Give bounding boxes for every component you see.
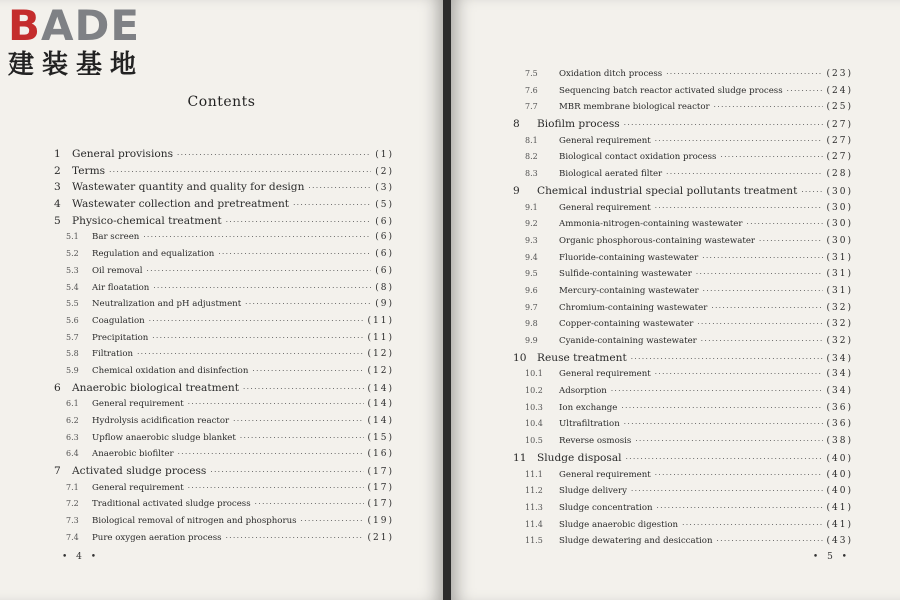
toc-entry-title: Pure oxygen aeration process: [92, 532, 222, 543]
toc-entry-title: Cyanide-containing wastewater: [559, 336, 697, 346]
toc-list-left: [54, 146, 394, 547]
page-title: Contents: [187, 94, 256, 110]
toc-section-entry: [513, 467, 853, 484]
toc-entry-number: 2: [54, 164, 61, 177]
toc-entry-number: 8.2: [525, 152, 538, 162]
toc-entry-title: Neutralization and pH adjustment: [92, 299, 242, 310]
toc-section-entry: [513, 166, 853, 183]
toc-entry-title: Chemical oxidation and disinfection: [92, 365, 249, 376]
toc-leader-dots: [714, 99, 823, 116]
toc-entry-number: 11.3: [525, 502, 543, 512]
toc-section-entry: [54, 396, 394, 413]
toc-leader-dots: [657, 500, 823, 517]
toc-section-entry: [513, 266, 853, 283]
toc-entry-number: 7.6: [525, 85, 538, 95]
toc-section-entry: [513, 517, 853, 534]
toc-chapter-entry: [513, 350, 853, 367]
toc-entry-number: 11.1: [525, 469, 543, 479]
toc-chapter-entry: [54, 213, 394, 230]
toc-entry-number: 5.9: [66, 365, 79, 375]
toc-entry-title: General requirement: [559, 369, 651, 380]
toc-entry-title: Reuse treatment: [537, 351, 627, 364]
toc-entry-title: MBR membrane biological reactor: [559, 102, 710, 113]
toc-leader-dots: [152, 330, 363, 347]
toc-entry-title: Precipitation: [92, 332, 149, 343]
toc-entry-page: (6): [375, 265, 394, 276]
toc-entry-title: Bar screen: [92, 232, 140, 243]
toc-entry-title: General requirement: [559, 469, 651, 480]
toc-entry-title: Fluoride-containing wastewater: [559, 252, 699, 263]
toc-entry-number: 3: [54, 181, 61, 194]
toc-entry-number: 7.4: [66, 532, 79, 542]
toc-entry-number: 9.4: [525, 252, 538, 262]
toc-entry-page: (6): [375, 249, 394, 260]
toc-entry-page: (31): [826, 252, 853, 263]
toc-section-entry: [513, 500, 853, 517]
toc-entry-page: (40): [826, 469, 853, 480]
toc-section-entry: [513, 300, 853, 317]
toc-entry-page: (2): [375, 166, 394, 177]
toc-leader-dots: [703, 283, 823, 300]
toc-entry-page: (19): [367, 516, 394, 527]
toc-entry-number: 4: [54, 198, 61, 211]
toc-entry-number: 9.8: [525, 319, 538, 329]
toc-entry-page: (32): [826, 302, 853, 313]
logo-subtitle: 建装基地: [8, 50, 145, 80]
toc-section-entry: [54, 296, 394, 313]
toc-entry-number: 5.4: [66, 282, 79, 292]
toc-entry-number: 9.5: [525, 269, 538, 279]
toc-entry-number: 9.2: [525, 219, 538, 229]
toc-entry-title: Organic phosphorous-containing wastewater: [559, 235, 756, 246]
toc-section-entry: [513, 66, 853, 83]
right-page: [451, 0, 900, 600]
toc-leader-dots: [711, 300, 822, 317]
toc-entry-number: 9.3: [525, 235, 538, 245]
toc-leader-dots: [682, 517, 822, 534]
toc-entry-number: 6.1: [66, 399, 79, 409]
toc-entry-page: (34): [826, 369, 853, 380]
toc-leader-dots: [255, 496, 364, 513]
page-number-left: • 4 •: [62, 552, 100, 562]
toc-entry-number: 9.6: [525, 285, 538, 295]
toc-entry-page: (34): [826, 386, 853, 397]
toc-leader-dots: [301, 513, 364, 530]
toc-entry-number: 10.2: [525, 386, 543, 396]
toc-chapter-entry: [54, 463, 394, 480]
toc-section-entry: [54, 263, 394, 280]
toc-entry-title: Mercury-containing wastewater: [559, 285, 699, 296]
toc-section-entry: [513, 383, 853, 400]
toc-section-entry: [54, 430, 394, 447]
toc-chapter-entry: [54, 179, 394, 196]
toc-leader-dots: [747, 216, 823, 233]
toc-entry-title: Physico-chemical treatment: [72, 214, 222, 227]
toc-leader-dots: [635, 433, 822, 450]
toc-entry-title: Anaerobic biofilter: [92, 449, 174, 460]
toc-entry-number: 7.1: [66, 482, 79, 492]
toc-entry-title: Ion exchange: [559, 402, 618, 413]
toc-chapter-entry: [54, 163, 394, 180]
toc-entry-page: (32): [826, 336, 853, 346]
toc-entry-page: (36): [826, 402, 853, 413]
toc-entry-title: Sludge disposal: [537, 451, 622, 464]
toc-entry-number: 7: [54, 465, 61, 478]
toc-section-entry: [513, 200, 853, 217]
toc-entry-page: (36): [826, 419, 853, 430]
toc-leader-dots: [233, 413, 363, 430]
toc-section-entry: [513, 483, 853, 500]
toc-entry-page: (14): [367, 383, 394, 394]
toc-leader-dots: [624, 416, 823, 433]
toc-entry-number: 10: [513, 351, 527, 364]
toc-entry-number: 10.1: [525, 369, 543, 379]
toc-leader-dots: [701, 333, 823, 350]
toc-entry-page: (34): [826, 353, 853, 364]
page-number-right: • 5 •: [812, 552, 850, 562]
toc-list-right: [513, 66, 853, 550]
toc-leader-dots: [666, 66, 822, 83]
toc-entry-page: (11): [367, 315, 394, 326]
toc-leader-dots: [293, 197, 371, 214]
toc-leader-dots: [243, 381, 363, 398]
toc-entry-number: 5.8: [66, 349, 79, 359]
toc-leader-dots: [611, 383, 823, 400]
toc-entry-title: Ammonia-nitrogen-containing wastewater: [559, 219, 743, 230]
toc-entry-title: General requirement: [92, 399, 184, 410]
toc-entry-number: 10.4: [525, 419, 543, 429]
toc-section-entry: [54, 446, 394, 463]
toc-entry-title: Filtration: [92, 349, 134, 360]
toc-entry-number: 6.4: [66, 449, 79, 459]
toc-section-entry: [513, 316, 853, 333]
toc-entry-page: (40): [826, 486, 853, 497]
toc-chapter-entry: [513, 450, 853, 467]
toc-entry-page: (30): [826, 186, 853, 197]
toc-section-entry: [513, 216, 853, 233]
toc-entry-page: (27): [826, 152, 853, 163]
toc-chapter-entry: [513, 116, 853, 133]
toc-entry-title: Biological removal of nitrogen and phosphorus: [92, 516, 297, 527]
toc-leader-dots: [178, 446, 364, 463]
toc-entry-title: Ultrafiltration: [559, 419, 620, 430]
toc-entry-number: 9.7: [525, 302, 538, 312]
toc-section-entry: [513, 133, 853, 150]
toc-entry-title: General requirement: [559, 202, 651, 213]
toc-leader-dots: [177, 147, 371, 164]
toc-leader-dots: [226, 530, 364, 547]
toc-entry-page: (12): [367, 365, 394, 376]
toc-entry-number: 1: [54, 148, 61, 160]
toc-entry-number: 11.4: [525, 519, 543, 529]
toc-leader-dots: [245, 296, 371, 313]
toc-entry-page: (1): [375, 150, 394, 160]
toc-leader-dots: [226, 214, 372, 231]
toc-entry-page: (38): [826, 436, 853, 447]
toc-entry-title: Wastewater quantity and quality for design: [72, 181, 305, 194]
toc-entry-page: (6): [375, 232, 394, 243]
toc-section-entry: [513, 149, 853, 166]
toc-entry-page: (17): [367, 499, 394, 510]
toc-entry-title: Chromium-containing wastewater: [559, 302, 708, 313]
toc-leader-dots: [655, 366, 823, 383]
toc-chapter-entry: [54, 146, 394, 163]
toc-entry-number: 7.7: [525, 102, 538, 112]
toc-section-entry: [54, 229, 394, 246]
toc-leader-dots: [787, 83, 823, 100]
toc-entry-title: Sludge concentration: [559, 502, 653, 513]
toc-leader-dots: [153, 280, 371, 297]
toc-section-entry: [54, 313, 394, 330]
toc-entry-title: General requirement: [92, 482, 184, 493]
toc-entry-page: (30): [826, 235, 853, 246]
toc-entry-page: (27): [826, 135, 853, 146]
toc-section-entry: [54, 496, 394, 513]
toc-entry-page: (14): [367, 399, 394, 410]
toc-entry-title: Sludge dewatering and desiccation: [559, 536, 713, 547]
toc-entry-title: Sludge anaerobic digestion: [559, 519, 679, 530]
toc-section-entry: [513, 400, 853, 417]
toc-section-entry: [54, 363, 394, 380]
toc-entry-page: (27): [826, 120, 853, 131]
toc-entry-number: 6.3: [66, 432, 79, 442]
toc-section-entry: [54, 280, 394, 297]
toc-leader-dots: [631, 483, 823, 500]
toc-entry-title: Copper-containing wastewater: [559, 319, 694, 330]
toc-entry-page: (5): [375, 200, 394, 211]
toc-entry-number: 6: [54, 381, 61, 394]
toc-leader-dots: [697, 316, 822, 333]
toc-entry-title: Reverse osmosis: [559, 436, 632, 447]
toc-entry-page: (9): [375, 299, 394, 310]
toc-leader-dots: [655, 133, 823, 150]
toc-entry-number: 5.2: [66, 249, 79, 259]
toc-entry-number: 5.7: [66, 332, 79, 342]
toc-entry-page: (17): [367, 482, 394, 493]
toc-entry-number: 5.6: [66, 315, 79, 325]
toc-entry-title: Upflow anaerobic sludge blanket: [92, 432, 236, 443]
toc-entry-number: 5.3: [66, 265, 79, 275]
toc-entry-title: Chemical industrial special pollutants treatment: [537, 184, 798, 197]
toc-entry-page: (40): [826, 453, 853, 464]
toc-section-entry: [54, 346, 394, 363]
toc-entry-number: 10.3: [525, 402, 543, 412]
toc-entry-page: (41): [826, 502, 853, 513]
toc-leader-dots: [624, 117, 823, 134]
toc-leader-dots: [143, 229, 371, 246]
toc-entry-page: (6): [375, 216, 394, 227]
toc-entry-title: Wastewater collection and pretreatment: [72, 198, 290, 211]
toc-leader-dots: [655, 467, 823, 484]
toc-entry-title: Oxidation ditch process: [559, 69, 663, 79]
toc-entry-page: (43): [826, 536, 853, 547]
toc-entry-number: 11: [513, 451, 527, 464]
toc-entry-title: Biofilm process: [537, 118, 620, 131]
toc-entry-page: (16): [367, 449, 394, 460]
toc-leader-dots: [137, 346, 363, 363]
toc-entry-title: Regulation and equalization: [92, 249, 215, 260]
toc-entry-number: 8.1: [525, 135, 538, 145]
toc-section-entry: [513, 533, 853, 550]
toc-entry-title: Adsorption: [559, 386, 607, 397]
toc-leader-dots: [696, 266, 823, 283]
toc-leader-dots: [252, 363, 363, 380]
toc-section-entry: [513, 366, 853, 383]
toc-section-entry: [54, 246, 394, 263]
toc-leader-dots: [621, 400, 822, 417]
toc-section-entry: [513, 233, 853, 250]
toc-entry-page: (25): [826, 102, 853, 113]
toc-entry-number: 5.1: [66, 232, 79, 242]
toc-leader-dots: [109, 164, 371, 181]
toc-entry-page: (8): [375, 282, 394, 293]
toc-leader-dots: [702, 250, 822, 267]
toc-entry-number: 5.5: [66, 299, 79, 309]
toc-leader-dots: [801, 184, 822, 201]
bade-logo: [8, 1, 145, 80]
toc-entry-page: (3): [375, 183, 394, 194]
toc-leader-dots: [759, 233, 822, 250]
logo-wordmark: [8, 1, 144, 50]
toc-leader-dots: [210, 464, 363, 481]
logo-wordmark-rest: ADE: [41, 1, 141, 50]
toc-entry-page: (28): [826, 169, 853, 180]
toc-entry-page: (15): [367, 432, 394, 443]
logo-accent-letter: B: [8, 1, 42, 50]
toc-section-entry: [54, 330, 394, 347]
toc-entry-title: Activated sludge process: [72, 465, 207, 478]
toc-entry-title: Sludge delivery: [559, 486, 627, 497]
toc-section-entry: [513, 83, 853, 100]
toc-leader-dots: [149, 313, 364, 330]
toc-section-entry: [54, 530, 394, 547]
toc-leader-dots: [631, 351, 823, 368]
toc-entry-title: Terms: [72, 164, 106, 177]
toc-entry-number: 6.2: [66, 416, 79, 425]
toc-entry-page: (31): [826, 285, 853, 296]
toc-section-entry: [513, 250, 853, 267]
toc-chapter-entry: [513, 183, 853, 200]
toc-entry-number: 9.1: [525, 202, 538, 212]
toc-entry-number: 11.2: [525, 486, 543, 496]
toc-section-entry: [54, 413, 394, 430]
toc-leader-dots: [626, 451, 823, 468]
toc-entry-page: (30): [826, 219, 853, 230]
toc-entry-number: 8.3: [525, 169, 538, 179]
toc-leader-dots: [717, 533, 823, 550]
toc-leader-dots: [240, 430, 364, 447]
toc-leader-dots: [720, 149, 822, 166]
toc-entry-title: Anaerobic biological treatment: [72, 381, 240, 394]
toc-entry-number: 11.5: [525, 536, 543, 546]
toc-entry-title: Biological aerated filter: [559, 169, 663, 180]
toc-entry-number: 9.9: [525, 336, 538, 345]
toc-entry-title: Coagulation: [92, 315, 145, 326]
toc-section-entry: [513, 99, 853, 116]
toc-section-entry: [54, 480, 394, 497]
toc-leader-dots: [188, 480, 364, 497]
toc-entry-number: 10.5: [525, 436, 543, 446]
toc-entry-number: 8: [513, 118, 520, 131]
toc-leader-dots: [147, 263, 372, 280]
toc-entry-page: (30): [826, 202, 853, 213]
toc-entry-page: (31): [826, 269, 853, 280]
toc-entry-title: Oil removal: [92, 265, 143, 276]
toc-section-entry: [513, 433, 853, 450]
toc-leader-dots: [218, 246, 371, 263]
toc-entry-title: Sulfide-containing wastewater: [559, 269, 692, 280]
toc-entry-page: (32): [826, 319, 853, 330]
toc-entry-page: (21): [367, 532, 394, 543]
toc-section-entry: [513, 283, 853, 300]
toc-entry-title: Biological contact oxidation process: [559, 152, 717, 163]
toc-chapter-entry: [54, 380, 394, 397]
toc-leader-dots: [188, 396, 364, 413]
book-gutter: [443, 0, 451, 600]
toc-entry-number: 5: [54, 214, 61, 227]
toc-chapter-entry: [54, 196, 394, 213]
toc-section-entry: [54, 513, 394, 530]
toc-entry-title: General requirement: [559, 135, 651, 146]
toc-section-entry: [513, 416, 853, 433]
toc-entry-title: Air floatation: [92, 282, 150, 293]
toc-entry-number: 7.5: [525, 69, 538, 78]
toc-section-entry: [513, 333, 853, 350]
toc-entry-page: (14): [367, 416, 394, 426]
toc-leader-dots: [655, 200, 823, 217]
toc-entry-title: Sequencing batch reactor activated sludge process: [559, 85, 783, 96]
toc-leader-dots: [666, 166, 822, 183]
toc-entry-title: General provisions: [72, 148, 174, 160]
toc-entry-page: (12): [367, 349, 394, 360]
toc-entry-page: (41): [826, 519, 853, 530]
toc-entry-title: Hydrolysis acidification reactor: [92, 416, 230, 426]
left-page: [0, 0, 443, 600]
toc-leader-dots: [308, 180, 371, 197]
toc-entry-number: 7.2: [66, 499, 79, 509]
toc-entry-number: 9: [513, 184, 520, 197]
toc-entry-page: (11): [367, 332, 394, 343]
toc-entry-page: (23): [826, 69, 853, 79]
toc-entry-page: (17): [367, 467, 394, 478]
toc-entry-title: Traditional activated sludge process: [92, 499, 251, 510]
toc-entry-number: 7.3: [66, 516, 79, 526]
toc-entry-page: (24): [826, 85, 853, 96]
